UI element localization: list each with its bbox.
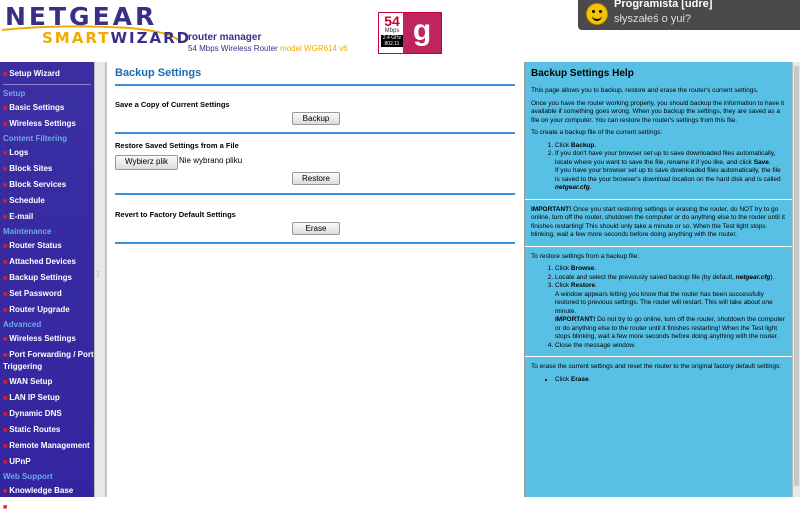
- sidebar-item-port-forwarding[interactable]: ■ Port Forwarding / Port Triggering: [3, 350, 94, 371]
- resize-grip-icon: ⁞: [97, 270, 100, 279]
- choose-file-button[interactable]: Wybierz plik: [115, 155, 178, 170]
- sidebar-item-logs[interactable]: ■ Logs: [3, 148, 29, 157]
- erase-button[interactable]: Erase: [292, 222, 340, 235]
- router-model: model WGR614 v6: [280, 44, 348, 53]
- notification-message: słyszałeś o yui?: [614, 13, 692, 25]
- sidebar-item-backup-settings[interactable]: ■ Backup Settings: [3, 273, 72, 282]
- bullet-icon: ■: [3, 182, 8, 189]
- sidebar-item-upnp[interactable]: ■ UPnP: [3, 457, 31, 466]
- bullet-icon: ■: [3, 504, 8, 511]
- sidebar-item-knowledge-base[interactable]: ■ Knowledge Base: [3, 486, 74, 495]
- save-section-label: Save a Copy of Current Settings: [115, 100, 230, 109]
- restore-button[interactable]: Restore: [292, 172, 340, 185]
- bullet-icon: ■: [3, 379, 8, 386]
- sidebar-item-documentation[interactable]: ■ Documentation: [3, 502, 68, 511]
- section-rule: [115, 132, 515, 134]
- page-title: Backup Settings: [115, 67, 202, 79]
- sidebar-item-router-upgrade[interactable]: ■ Router Upgrade: [3, 305, 70, 314]
- help-divider: [525, 199, 793, 200]
- restore-steps: [555, 265, 787, 350]
- help-paragraph: Once you have the router working properly, you should backup the information to have it available if something goes wrong. When you backup the settings, they are saved as a file on your computer. You can restore the router's settings from this file.: [531, 99, 785, 124]
- notification-popup[interactable]: [578, 0, 800, 30]
- section-rule: [115, 193, 515, 195]
- bullet-icon: ■: [3, 395, 8, 402]
- file-status: Nie wybrano pliku: [179, 156, 243, 165]
- help-paragraph: To restore settings from a backup file:: [531, 252, 640, 260]
- sidebar-item-lan-ip-setup[interactable]: ■ LAN IP Setup: [3, 393, 60, 402]
- sidebar-item-router-status[interactable]: ■ Router Status: [3, 241, 62, 250]
- bullet-icon: ■: [3, 443, 8, 450]
- bullet-icon: ■: [3, 291, 8, 298]
- main-content: [106, 62, 523, 497]
- bullet-icon: ■: [3, 275, 8, 282]
- bullet-icon: ■: [3, 336, 8, 343]
- sidebar-item-adv-wireless-settings[interactable]: ■ Wireless Settings: [3, 334, 76, 343]
- help-panel: [524, 62, 793, 497]
- bullet-icon: ■: [3, 121, 8, 128]
- router-subtitle: [188, 44, 348, 53]
- bullet-icon: ■: [3, 411, 8, 418]
- list-item: 3. Click Restore. A window appears letting you know that the router has been successfully restored to previous settings. The router will restart. This will take about one minute. IMPORTANT! Do not try to go online, turn off the router, shutdown the computer or do anything else to the router until it finishes restarting! When the Test light stops blinking, wait a few more seconds before doing anything with the router.: [555, 282, 787, 342]
- netgear-logo: NETGEAR: [5, 2, 158, 31]
- scrollbar-thumb[interactable]: [794, 66, 799, 486]
- sidebar-item-block-services[interactable]: ■ Block Services: [3, 180, 67, 189]
- bullet-icon: ■: [3, 427, 8, 434]
- revert-section-label: Revert to Factory Default Settings: [115, 210, 236, 219]
- notification-title: Programista [udre]: [614, 0, 713, 10]
- frame-divider[interactable]: [94, 62, 106, 497]
- router-manager-title: router manager: [188, 32, 262, 43]
- sidebar-item-schedule[interactable]: ■ Schedule: [3, 196, 45, 205]
- bullet-icon: ■: [3, 459, 8, 466]
- sidebar-item-email[interactable]: ■ E-mail: [3, 212, 34, 221]
- title-rule: [115, 84, 515, 86]
- sidebar-heading-advanced: Advanced: [3, 320, 42, 329]
- bullet-icon: ■: [3, 259, 8, 266]
- list-item: • Click Erase.: [555, 376, 787, 385]
- sidebar-heading-setup: Setup: [3, 89, 26, 98]
- list-item: 2. If you don't have your browser set up to save downloaded files automatically, locate where you want to save the file, rename it if you like, and click Save. If you have your browser set up to save downloaded files automatically, the file is saved to the your browser's download location on the hard disk and is called netgear.cfg.: [555, 150, 787, 193]
- list-item: 1. Click Backup.: [555, 142, 787, 151]
- sidebar-item-set-password[interactable]: ■ Set Password: [3, 289, 62, 298]
- backup-button[interactable]: Backup: [292, 112, 340, 125]
- bullet-icon: ■: [3, 214, 8, 221]
- sidebar-item-wireless-settings[interactable]: ■ Wireless Settings: [3, 119, 76, 128]
- erase-steps: [555, 376, 787, 385]
- restore-section-label: Restore Saved Settings from a File: [115, 141, 239, 150]
- bullet-icon: ■: [3, 150, 8, 157]
- bullet-icon: ■: [3, 488, 8, 495]
- sidebar-item-static-routes[interactable]: ■ Static Routes: [3, 425, 61, 434]
- section-rule: [115, 242, 515, 244]
- help-important: IMPORTANT! Once you start restoring settings or erasing the router, do NOT try to go online, turn off the router, shutdown the computer or do anything else to the router until it finishes restarting! This should only take a minute or so. When the Test light stops blinking, wait a few more seconds before doing anything with the router.: [531, 205, 785, 238]
- bullet-icon: ■: [3, 243, 8, 250]
- sidebar-item-wan-setup[interactable]: ■ WAN Setup: [3, 377, 53, 386]
- list-item: 2. Locate and select the previously saved backup file (by default, netgear.cfg).: [555, 274, 787, 283]
- sidebar-item-block-sites[interactable]: ■ Block Sites: [3, 164, 53, 173]
- smiley-icon: [586, 3, 608, 25]
- bullet-icon: ■: [3, 198, 8, 205]
- help-divider: [525, 356, 793, 357]
- sidebar: [0, 62, 94, 511]
- sidebar-heading-web-support: Web Support: [3, 472, 53, 481]
- router-model-speed: 54 Mbps Wireless Router: [188, 44, 278, 53]
- help-scrollbar[interactable]: [792, 62, 800, 497]
- sidebar-item-setup-wizard[interactable]: ■ Setup Wizard: [3, 69, 60, 78]
- bullet-icon: ■: [3, 105, 8, 112]
- 54mbps-g-badge: 54 Mbps 2.4 GHz 802.11 g: [378, 12, 442, 54]
- help-intro: This page allows you to backup, restore and erase the router's current settings.: [531, 87, 759, 94]
- bullet-icon: ■: [3, 352, 8, 359]
- sidebar-item-remote-management[interactable]: ■ Remote Management: [3, 441, 90, 450]
- sidebar-item-dynamic-dns[interactable]: ■ Dynamic DNS: [3, 409, 62, 418]
- bullet-icon: ■: [3, 307, 8, 314]
- help-title: Backup Settings Help: [531, 68, 634, 79]
- list-item: 1. Click Browse.: [555, 265, 787, 274]
- help-paragraph: To erase the current settings and reset the router to the original factory default settings:: [531, 363, 782, 370]
- help-divider: [525, 246, 793, 247]
- backup-steps: [555, 142, 787, 193]
- sidebar-item-attached-devices[interactable]: ■ Attached Devices: [3, 257, 76, 266]
- list-item: 4. Close the message window.: [555, 342, 787, 351]
- smartwizard-logo: SMARTWIZARD: [42, 29, 192, 47]
- header: [0, 0, 800, 62]
- sidebar-heading-maintenance: Maintenance: [3, 227, 52, 236]
- bullet-icon: ■: [3, 71, 8, 78]
- bullet-icon: ■: [3, 166, 8, 173]
- sidebar-heading-content-filtering: Content Filtering: [3, 134, 67, 143]
- sidebar-item-basic-settings[interactable]: ■ Basic Settings: [3, 103, 65, 112]
- help-paragraph: To create a backup file of the current settings:: [531, 129, 663, 136]
